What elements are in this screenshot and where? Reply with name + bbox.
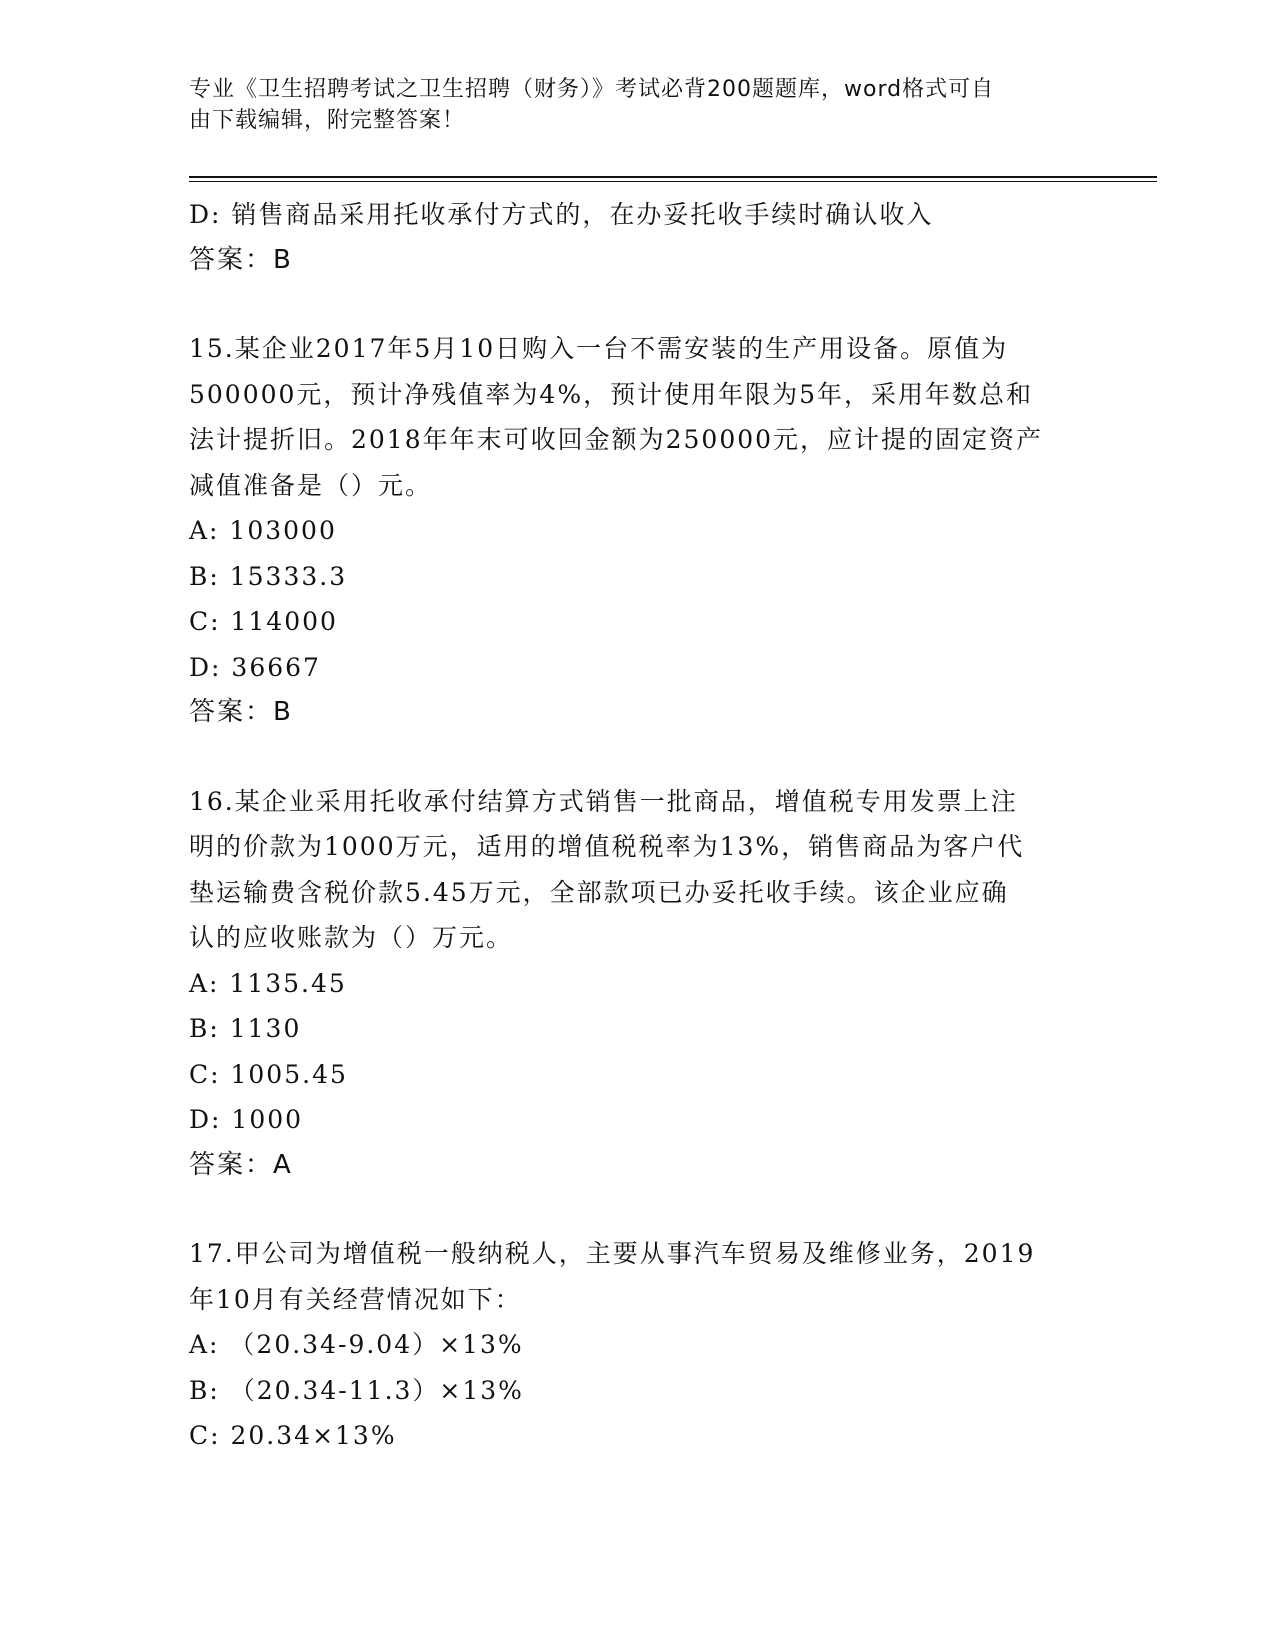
header-divider-thick bbox=[189, 176, 1157, 178]
question-17-line-1: 17.甲公司为增值税一般纳税人，主要从事汽车贸易及维修业务，2019 bbox=[189, 1239, 1036, 1268]
question-17-option-a: A: （20.34-9.04）×13% bbox=[189, 1330, 524, 1359]
carryover-option-d: D: 销售商品采用托收承付方式的，在办妥托收手续时确认收入 bbox=[189, 200, 934, 229]
carryover-answer: 答案：B bbox=[189, 244, 293, 275]
question-15-option-a: A: 103000 bbox=[189, 516, 337, 545]
question-17-option-c: C: 20.34×13% bbox=[189, 1421, 397, 1450]
question-16 bbox=[189, 779, 1089, 1189]
header-line-2: 由下载编辑，附完整答案！ bbox=[189, 108, 466, 133]
document-header bbox=[189, 74, 1069, 136]
question-16-line-2: 明的价款为1000万元，适用的增值税税率为13%，销售商品为客户代 bbox=[189, 832, 1025, 861]
question-15 bbox=[189, 326, 1089, 736]
question-16-line-3: 垫运输费含税价款5.45万元，全部款项已办妥托收手续。该企业应确 bbox=[189, 877, 1009, 907]
header-line-1: 专业《卫生招聘考试之卫生招聘（财务）》考试必背200题题库，word格式可自 bbox=[189, 77, 995, 102]
spacer bbox=[189, 283, 1089, 326]
question-15-option-c: C: 114000 bbox=[189, 607, 338, 636]
question-17 bbox=[189, 1231, 1089, 1459]
question-16-answer: 答案：A bbox=[189, 1149, 293, 1180]
question-16-line-4: 认的应收账款为（）万元。 bbox=[189, 923, 514, 952]
question-15-line-2: 500000元，预计净残值率为4%，预计使用年限为5年，采用年数总和 bbox=[189, 379, 1034, 409]
header-divider-thin bbox=[189, 181, 1157, 182]
question-16-option-c: C: 1005.45 bbox=[189, 1059, 348, 1089]
question-16-option-d: D: 1000 bbox=[189, 1105, 304, 1134]
spacer bbox=[189, 1188, 1089, 1231]
question-15-option-b: B: 15333.3 bbox=[189, 561, 348, 591]
question-16-line-1: 16.某企业采用托收承付结算方式销售一批商品，增值税专用发票上注 bbox=[189, 786, 1018, 816]
question-15-answer: 答案：B bbox=[189, 697, 293, 727]
question-16-option-a: A: 1135.45 bbox=[189, 968, 347, 998]
question-content bbox=[189, 192, 1089, 1459]
question-15-line-3: 法计提折旧。2018年年末可收回金额为250000元，应计提的固定资产 bbox=[189, 425, 1044, 454]
question-16-option-b: B: 1130 bbox=[189, 1014, 302, 1043]
question-17-line-2: 年10月有关经营情况如下： bbox=[189, 1284, 522, 1314]
spacer bbox=[189, 736, 1089, 779]
question-15-line-4: 减值准备是（）元。 bbox=[189, 470, 433, 500]
question-15-option-d: D: 36667 bbox=[189, 652, 321, 682]
question-17-option-b: B: （20.34-11.3）×13% bbox=[189, 1375, 524, 1405]
question-15-line-1: 15.某企业2017年5月10日购入一台不需安装的生产用设备。原值为 bbox=[189, 334, 1009, 363]
